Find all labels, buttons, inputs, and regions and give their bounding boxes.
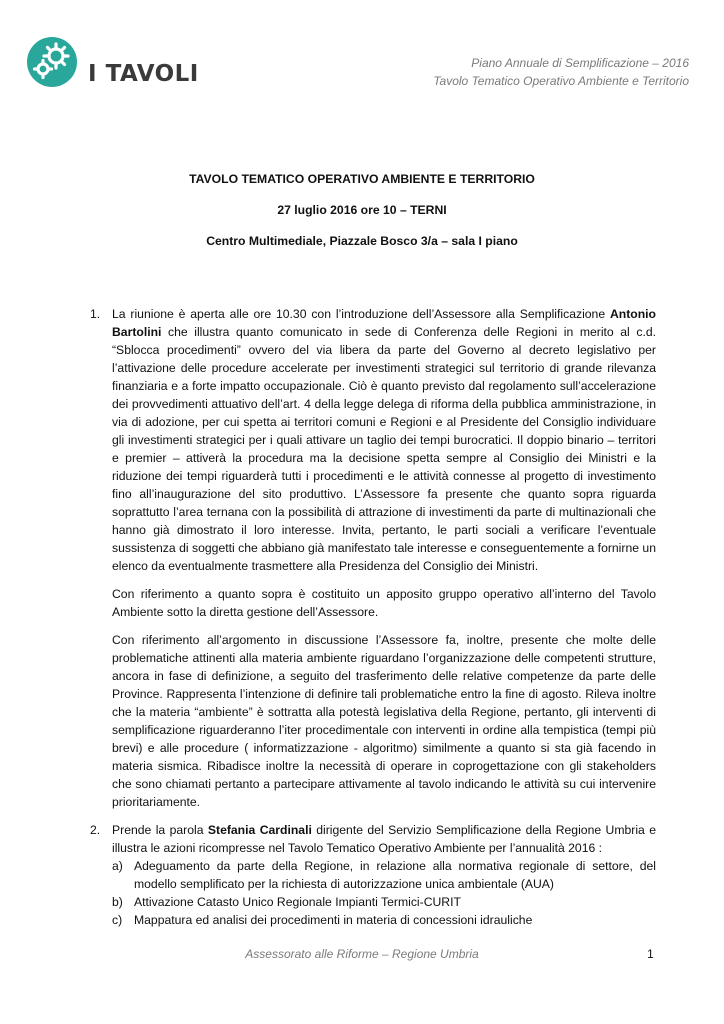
document-header [433, 54, 689, 90]
document-body [90, 305, 656, 929]
header-line-1: Piano Annuale di Semplificazione – 2016 [471, 56, 689, 70]
footer-text: Assessorato alle Riforme – Regione Umbria [245, 947, 479, 961]
text-span: Prende la parola [112, 823, 208, 837]
gears-logo-icon [26, 36, 78, 88]
item-number: 1. [90, 307, 101, 321]
speaker-name: Stefania Cardinali [207, 823, 312, 837]
text-span: La riunione è aperta alle ore 10.30 con l’introduzione dell’Assessore alla Semplificazione [112, 307, 610, 321]
sub-item [112, 857, 656, 893]
title-line-1: TAVOLO TEMATICO OPERATIVO AMBIENTE E TERRITORIO [189, 172, 535, 186]
logo [26, 36, 199, 88]
speaker-name: Antonio Bartolini [112, 307, 656, 339]
sub-item-letter: c) [112, 913, 123, 927]
title-line-2: 27 luglio 2016 ore 10 – TERNI [277, 203, 447, 217]
text-span: che illustra quanto comunicato in sede di Conferenza delle Regioni in merito al c.d. “Sblocca procedimenti” ovvero del via libera da parte del Governo al decreto legislativo per l’attivazione delle procedure accelerate per investimenti strategici sul territorio di grande rilevanza finanziaria e a forte impatto occupazionale. Ciò è quanto previsto dal regolamento sull’accelerazione dei provvedimenti attuativo dell’art. 4 della legge delega di riforma della pubblica amministrazione, in via di adozione, per cui spetta ai territori comuni e Regioni e al Presidente del Consiglio individuare gli investimenti strategici per i quali attivare un taglio dei tempi burocratici. Il doppio binario – territori e premier – attiverà la procedura ma la decisione spetta sempre al Consiglio dei Ministri e la riduzione dei tempi riguarderà tutti i procedimenti e le attività connesse al progetto di investimento fino all’inaugurazione del sito produttivo. L’Assessore fa presente che quanto sopra riguarda soprattutto l’area ternana con la possibilità di attrazione di investimenti da parte di multinazionali che hanno già dimostrato il loro interesse. Invita, pertanto, le parti sociali a verificare l’eventuale sussistenza di soggetti che abbiano già manifestato tale interesse e conseguentemente a fornirne un elenco da eventualmente trasmettere alla Presidenza del Consiglio dei Ministri. [112, 325, 656, 573]
sub-item-letter: a) [112, 859, 123, 873]
sub-item-letter: b) [112, 895, 123, 909]
list-item-1 [90, 305, 656, 811]
page-number: 1 [647, 947, 654, 961]
paragraph [112, 821, 656, 857]
paragraph [112, 305, 656, 575]
paragraph: Con riferimento all’argomento in discussione l’Assessore fa, inoltre, presente che molte delle problematiche attinenti alla materia ambiente riguardano l’organizzazione delle competenti strutture, ancora in fase di definizione, a seguito del trasferimento delle relative competenze da parte delle Province. Rappresenta l’intenzione di definire tali problematiche entro la fine di agosto. Rileva inoltre che la materia “ambiente” è sottratta alla potestà legislativa della Regione, pertanto, gli interventi di semplificazione riguarderanno l’iter procedimentale con interventi in ordine alla tempistica (tempi più brevi) e alle procedure ( informatizzazione - algoritmo) similmente a quanto si sta già facendo in materia sismica. Ribadisce inoltre la necessità di operare in coprogettazione con gli stakeholders che sono chiamati pertanto a partecipare attivamente al tavolo indicando le attività su cui intervenire prioritariamente. [112, 633, 656, 809]
header-line-2: Tavolo Tematico Operativo Ambiente e Territorio [433, 74, 689, 88]
sub-item-text: Mappatura ed analisi dei procedimenti in materia di concessioni idrauliche [134, 913, 533, 927]
title-line-3: Centro Multimediale, Piazzale Bosco 3/a – sala I piano [206, 234, 518, 248]
item-number: 2. [90, 823, 101, 837]
sub-item [112, 893, 656, 911]
meeting-title [0, 172, 724, 265]
sub-item-text: Attivazione Catasto Unico Regionale Impianti Termici-CURIT [134, 895, 461, 909]
sub-item [112, 911, 656, 929]
text-span: dirigente del Servizio Semplificazione della Regione Umbria e illustra le azioni ricompresse nel Tavolo Tematico Operativo Ambiente per l’annualità 2016 : [112, 823, 656, 855]
brand-name: I TAVOLI [88, 61, 199, 87]
list-item-2 [90, 821, 656, 929]
sub-item-text: Adeguamento da parte della Regione, in relazione alla normativa regionale di settore, del modello semplificato per la richiesta di autorizzazione unica ambientale (AUA) [134, 859, 656, 891]
paragraph: Con riferimento a quanto sopra è costituito un apposito gruppo operativo all’interno del Tavolo Ambiente sotto la diretta gestione dell’Assessore. [112, 587, 656, 619]
